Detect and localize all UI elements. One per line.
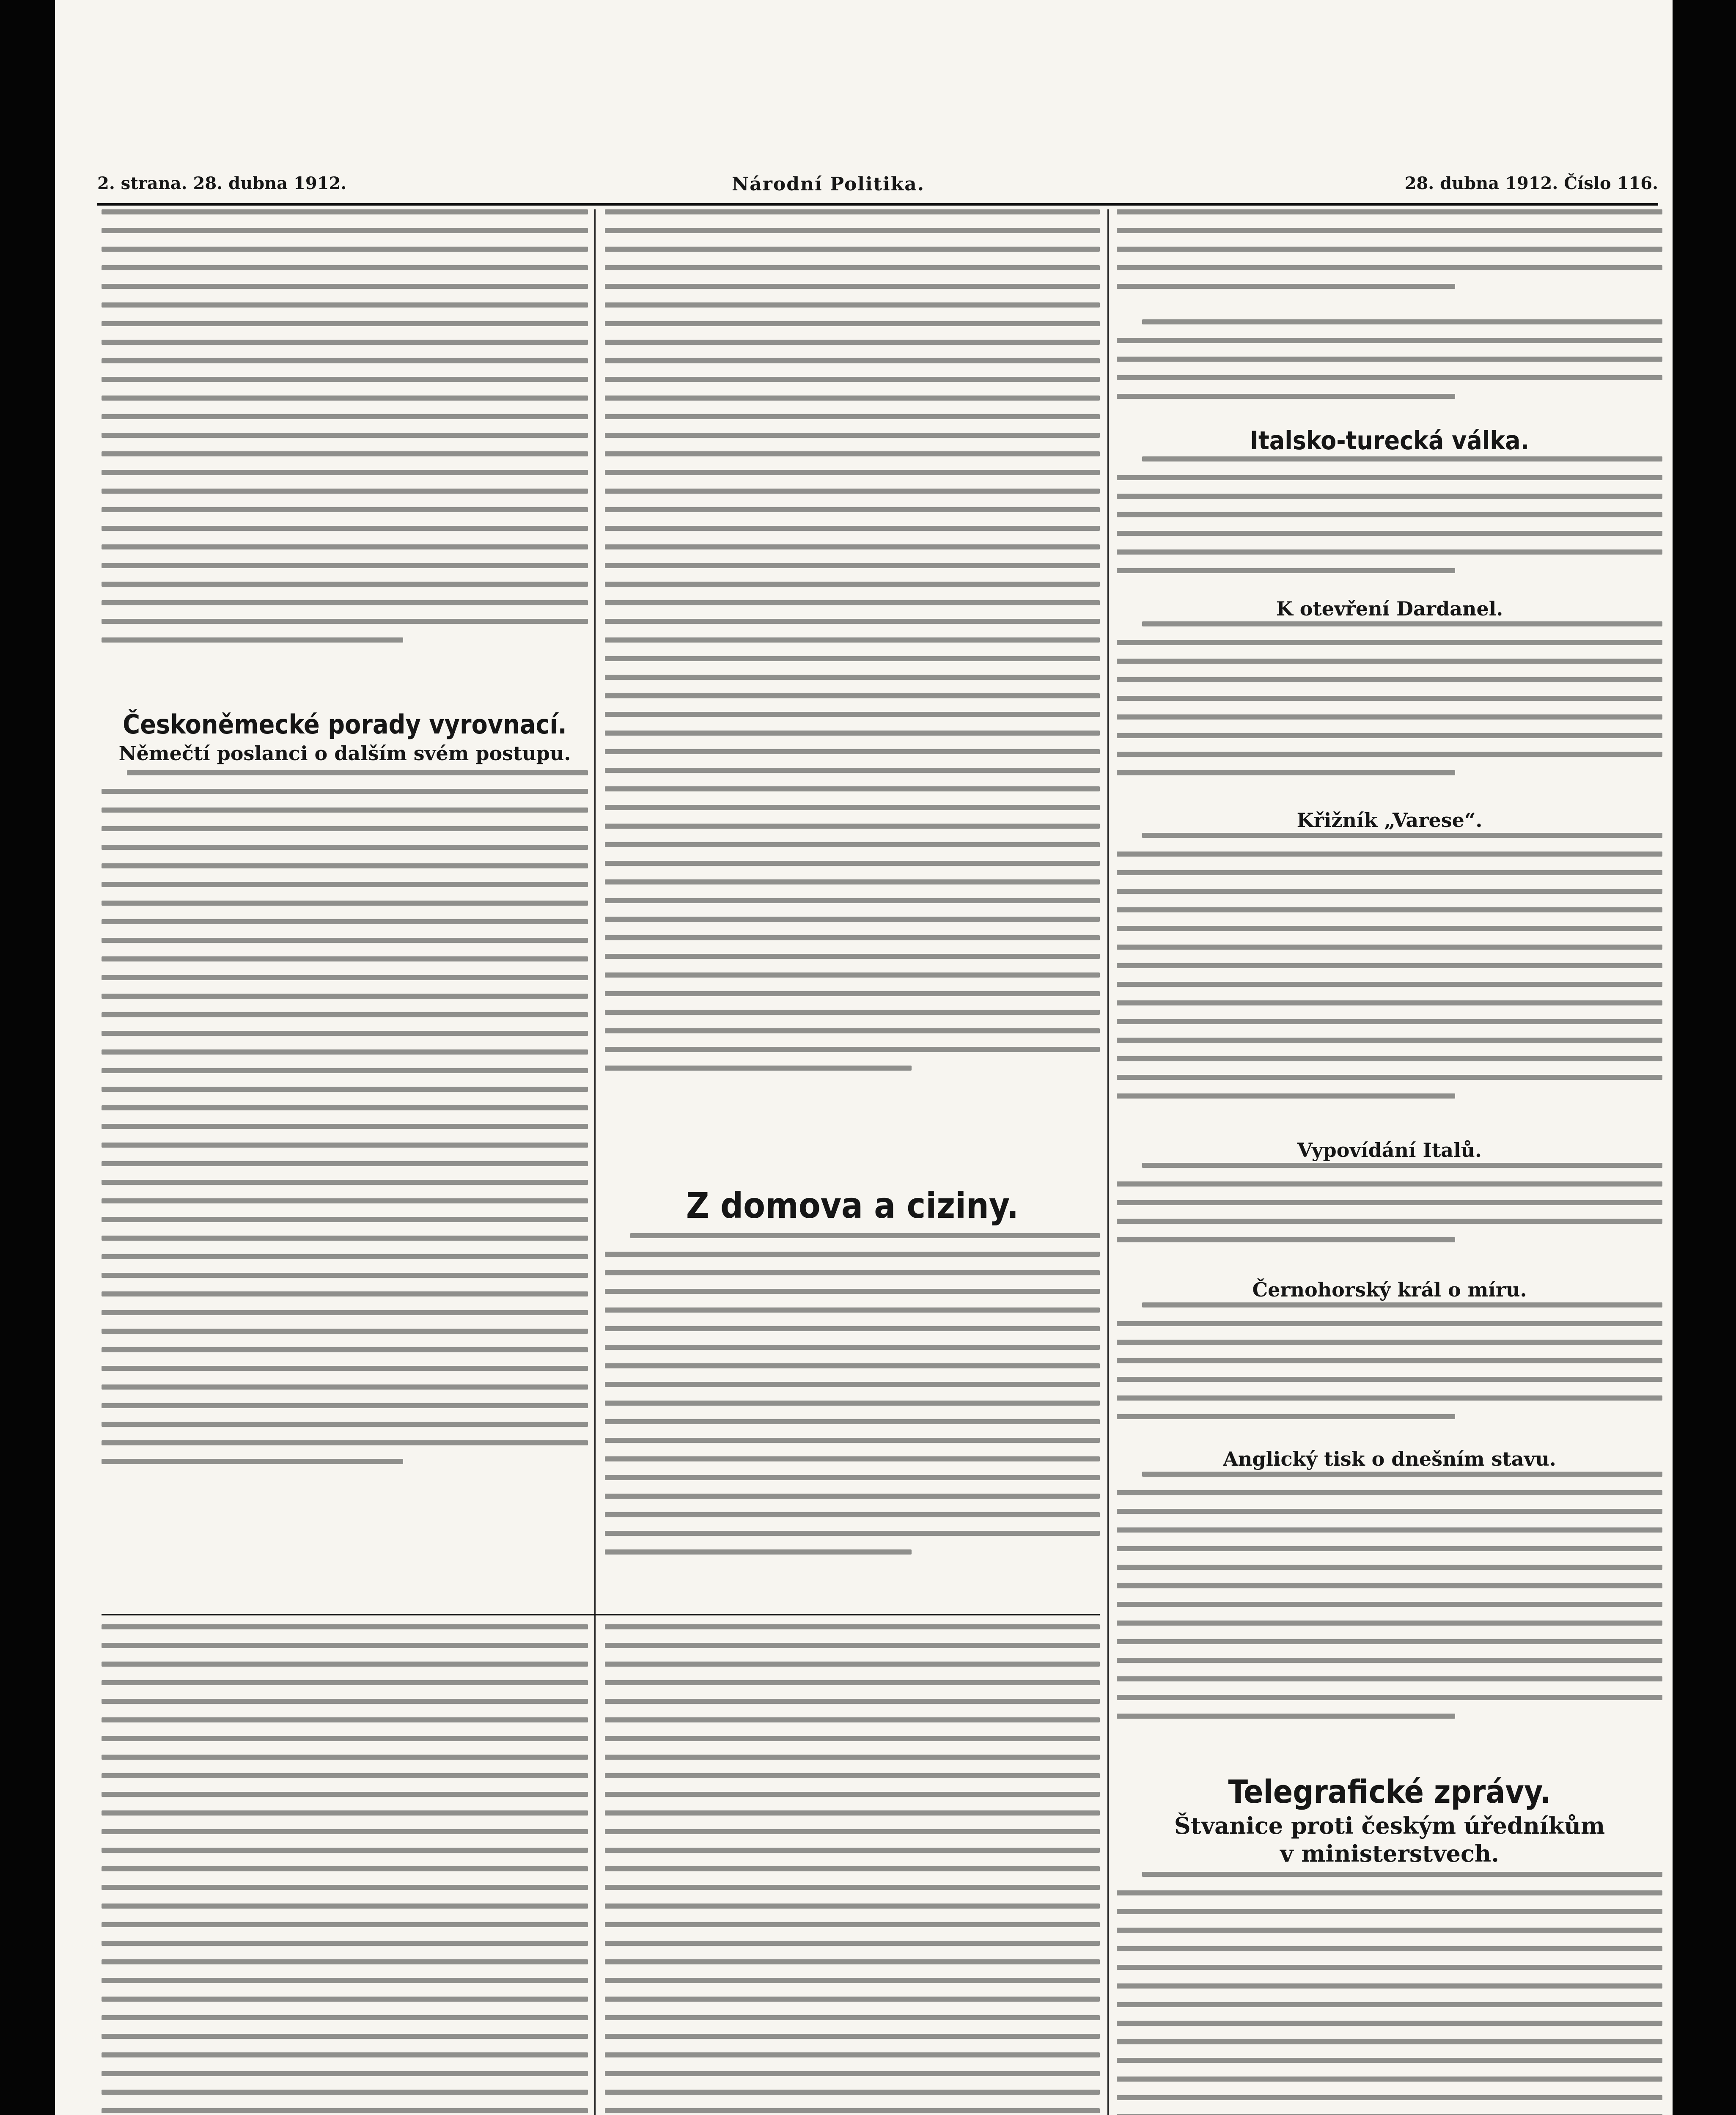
article-body bbox=[1117, 1472, 1662, 1768]
article-body bbox=[1117, 209, 1662, 319]
column-2 bbox=[605, 209, 1100, 1597]
article-subheading: Štvanice proti českým úředníkům bbox=[1174, 1812, 1605, 1839]
article-body bbox=[1117, 621, 1662, 808]
column-rule bbox=[1107, 209, 1109, 2115]
feuilleton-body bbox=[102, 1624, 588, 2115]
article-heading: Křižník „Varese“. bbox=[1297, 809, 1483, 832]
article-heading: Anglický tisk o dnešním stavu. bbox=[1223, 1448, 1556, 1470]
scan-border-right bbox=[1673, 0, 1736, 2115]
article-body bbox=[1117, 1163, 1662, 1277]
article-heading: Vypovídání Italů. bbox=[1297, 1139, 1482, 1162]
newspaper-title: Národní Politika. bbox=[732, 173, 925, 195]
article-subheading: v ministerstvech. bbox=[1280, 1840, 1499, 1867]
masthead bbox=[97, 173, 1658, 203]
article-heading: Českoněmecké porady vyrovnací. bbox=[123, 709, 567, 740]
article-heading: Z domova a ciziny. bbox=[686, 1185, 1019, 1226]
masthead-rule bbox=[97, 203, 1658, 206]
scan-border-left bbox=[0, 0, 55, 2115]
feuilleton-rule bbox=[102, 1614, 1100, 1615]
issue-number: 28. dubna 1912. Číslo 116. bbox=[1404, 173, 1658, 193]
article-body bbox=[1117, 833, 1662, 1137]
article-body bbox=[102, 209, 588, 700]
feuilleton-body bbox=[605, 1624, 1100, 2115]
article-body bbox=[1117, 456, 1662, 596]
article-body bbox=[605, 1233, 1100, 1597]
article-body bbox=[1117, 1872, 1662, 2115]
column-rule bbox=[594, 209, 596, 2115]
article-body bbox=[1117, 1302, 1662, 1446]
article-heading: Černohorský král o míru. bbox=[1252, 1278, 1527, 1301]
article-subheading: Němečtí poslanci o dalším svém postupu. bbox=[118, 742, 571, 765]
article-heading: K otevření Dardanel. bbox=[1276, 597, 1503, 620]
column-1 bbox=[102, 209, 588, 1544]
article-body bbox=[605, 209, 1100, 1170]
page-date: 2. strana. 28. dubna 1912. bbox=[97, 173, 347, 193]
article-heading: Telegrafické zprávy. bbox=[1228, 1773, 1551, 1810]
article-heading: Italsko-turecká válka. bbox=[1250, 426, 1530, 456]
column-3 bbox=[1117, 209, 1662, 2115]
article-body bbox=[102, 770, 588, 1544]
article-body bbox=[1117, 319, 1662, 425]
